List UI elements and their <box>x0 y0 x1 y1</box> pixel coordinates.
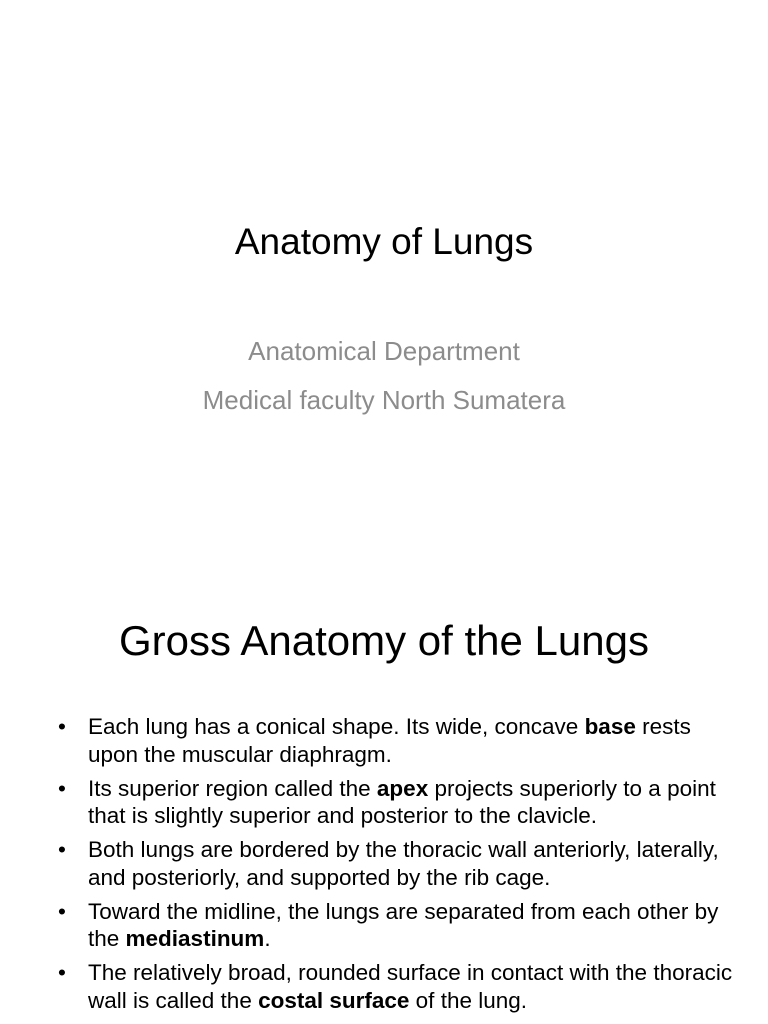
bullet-item <box>56 836 736 891</box>
bullet-bold-term: mediastinum <box>125 926 265 951</box>
bullet-bold-term: base <box>584 714 636 739</box>
bullet-text: Toward the midline, the lungs are separated from each other by the <box>88 898 719 951</box>
bullet-item <box>56 775 736 830</box>
bullet-text: rests upon the muscular diaphragm. <box>88 714 691 767</box>
bullet-dot-icon: • <box>58 960 66 985</box>
slide-title: Anatomy of Lungs <box>234 221 534 262</box>
bullet-text: The relatively broad, rounded surface in contact with the thoracic wall is called the <box>88 960 733 1013</box>
bullet-list <box>56 713 736 1021</box>
bullet-dot-icon: • <box>58 714 66 739</box>
bullet-text: projects superiorly to a point that is slightly superior and posterior to the clavicle. <box>88 775 716 828</box>
bullet-text: of the lung. <box>409 987 528 1013</box>
bullet-dot-icon: • <box>58 898 66 924</box>
bullet-text: Each lung has a conical shape. Its wide, concave <box>88 714 585 739</box>
bullet-dot-icon: • <box>58 775 66 801</box>
bullet-text: . <box>264 926 271 951</box>
bullet-bold-term: costal surface <box>258 987 410 1013</box>
content-slide-title: Gross Anatomy of the Lungs <box>119 617 649 664</box>
subtitle-department: Anatomical Department <box>248 336 520 366</box>
bullet-bold-term: apex <box>376 775 429 801</box>
bullet-item <box>56 959 736 1014</box>
bullet-item <box>56 898 736 953</box>
bullet-text: Its superior region called the <box>88 775 377 801</box>
bullet-text: Both lungs are bordered by the thoracic wall anteriorly, laterally, and posteriorly, and supported by the rib cage. <box>88 837 719 890</box>
bullet-item <box>56 713 736 768</box>
content-slide <box>0 576 768 1024</box>
subtitle-faculty: Medical faculty North Sumatera <box>202 385 566 415</box>
bullet-dot-icon: • <box>58 837 66 862</box>
